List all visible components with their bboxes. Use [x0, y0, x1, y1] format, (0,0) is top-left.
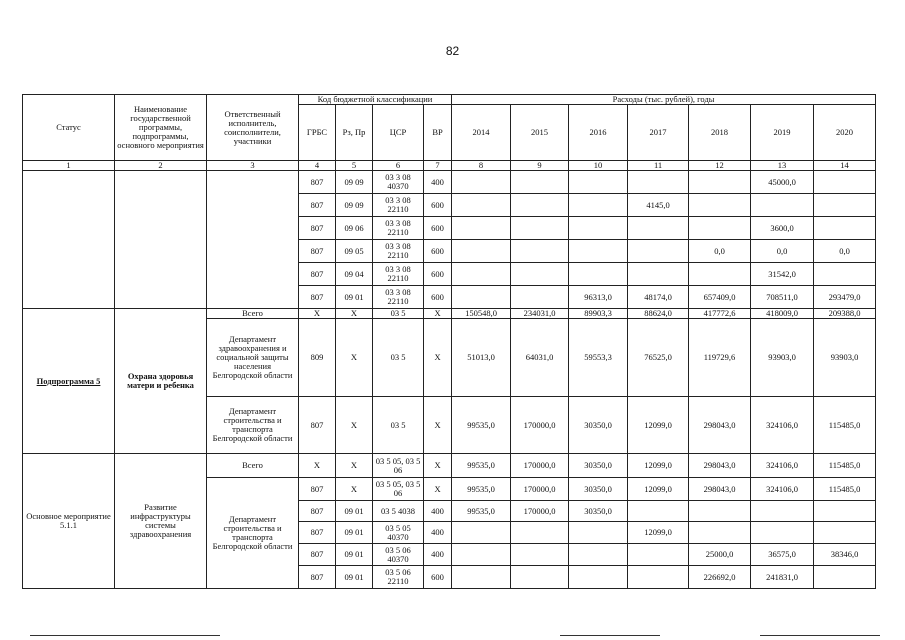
grbs-cell: 807 [299, 240, 336, 263]
header-kbk: Код бюджетной классификации [299, 95, 452, 105]
grbs-cell: 807 [299, 501, 336, 522]
amount-cell: 298043,0 [689, 454, 751, 478]
vr-cell: 600 [424, 286, 452, 309]
page-number: 82 [445, 44, 460, 58]
amount-cell [689, 217, 751, 240]
amount-cell: 12099,0 [628, 454, 689, 478]
column-index: 13 [751, 161, 814, 171]
vr-cell: 600 [424, 240, 452, 263]
subprogram-status-label: Подпрограмма 5 [36, 375, 101, 386]
header-name: Наименование государственной программы, подпрограммы, основного мероприятия [115, 95, 207, 161]
amount-cell [628, 240, 689, 263]
amount-cell [511, 217, 569, 240]
amount-cell [689, 171, 751, 194]
header-year: 2020 [814, 105, 876, 161]
header-vr: ВР [424, 105, 452, 161]
vr-cell: 600 [424, 194, 452, 217]
amount-cell [569, 194, 628, 217]
amount-cell [511, 171, 569, 194]
amount-cell: 115485,0 [814, 454, 876, 478]
amount-cell [628, 171, 689, 194]
grbs-cell: 807 [299, 194, 336, 217]
amount-cell: 99535,0 [452, 397, 511, 454]
subprogram-status [23, 309, 115, 454]
amount-cell: 30350,0 [569, 397, 628, 454]
rzpr-cell: 09 09 [336, 194, 373, 217]
amount-cell: 4145,0 [628, 194, 689, 217]
amount-cell: 38346,0 [814, 544, 876, 566]
vr-cell: X [424, 397, 452, 454]
column-index: 12 [689, 161, 751, 171]
amount-cell: 657409,0 [689, 286, 751, 309]
amount-cell [452, 544, 511, 566]
amount-cell [511, 566, 569, 589]
amount-cell [452, 171, 511, 194]
subprogram-total-row [23, 309, 876, 319]
grbs-cell: 807 [299, 263, 336, 286]
amount-cell: 115485,0 [814, 397, 876, 454]
column-index-row [23, 161, 876, 171]
grbs-cell: X [299, 309, 336, 319]
column-index: 4 [299, 161, 336, 171]
amount-cell [452, 240, 511, 263]
amount-cell: 417772,6 [689, 309, 751, 319]
amount-cell: 93903,0 [814, 319, 876, 397]
csr-cell: 03 3 08 22110 [373, 263, 424, 286]
amount-cell: 418009,0 [751, 309, 814, 319]
amount-cell: 48174,0 [628, 286, 689, 309]
amount-cell [814, 171, 876, 194]
amount-cell [814, 217, 876, 240]
amount-cell [569, 566, 628, 589]
csr-cell: 03 5 [373, 397, 424, 454]
amount-cell: 76525,0 [628, 319, 689, 397]
vr-cell: 600 [424, 263, 452, 286]
amount-cell [814, 263, 876, 286]
amount-cell [751, 501, 814, 522]
executor-cell: Департамент здравоохранения и социальной защиты населения Белгородской области [207, 319, 299, 397]
amount-cell: 99535,0 [452, 501, 511, 522]
amount-cell [814, 522, 876, 544]
header-executor: Ответственный исполнитель, соисполнители, участники [207, 95, 299, 161]
rzpr-cell: 09 04 [336, 263, 373, 286]
budget-table [22, 94, 876, 589]
amount-cell [511, 194, 569, 217]
rzpr-cell: X [336, 454, 373, 478]
amount-cell: 115485,0 [814, 478, 876, 501]
header-expenses: Расходы (тыс. рублей), годы [452, 95, 876, 105]
amount-cell: 96313,0 [569, 286, 628, 309]
amount-cell: 89903,3 [569, 309, 628, 319]
amount-cell: 324106,0 [751, 454, 814, 478]
amount-cell: 30350,0 [569, 501, 628, 522]
table-row [23, 171, 876, 194]
amount-cell [689, 263, 751, 286]
rzpr-cell: 09 01 [336, 501, 373, 522]
column-index: 1 [23, 161, 115, 171]
rzpr-cell: 09 01 [336, 522, 373, 544]
amount-cell: 150548,0 [452, 309, 511, 319]
subprogram-name: Охрана здоровья матери и ребенка [115, 309, 207, 454]
vr-cell: 400 [424, 544, 452, 566]
amount-cell [452, 194, 511, 217]
amount-cell: 293479,0 [814, 286, 876, 309]
amount-cell: 324106,0 [751, 397, 814, 454]
csr-cell: 03 5 06 22110 [373, 566, 424, 589]
header-rzpr: Рз, Пр [336, 105, 373, 161]
amount-cell [751, 194, 814, 217]
amount-cell: 324106,0 [751, 478, 814, 501]
amount-cell [511, 263, 569, 286]
rzpr-cell: 09 06 [336, 217, 373, 240]
executor-cell: Всего [207, 454, 299, 478]
rzpr-cell: X [336, 319, 373, 397]
grbs-cell: 807 [299, 217, 336, 240]
amount-cell: 241831,0 [751, 566, 814, 589]
amount-cell: 59553,3 [569, 319, 628, 397]
csr-cell: 03 5 05 40370 [373, 522, 424, 544]
amount-cell [452, 217, 511, 240]
amount-cell: 298043,0 [689, 397, 751, 454]
csr-cell: 03 5 05, 03 5 06 [373, 478, 424, 501]
amount-cell [452, 286, 511, 309]
amount-cell: 25000,0 [689, 544, 751, 566]
vr-cell: 400 [424, 522, 452, 544]
csr-cell: 03 3 08 22110 [373, 217, 424, 240]
amount-cell [569, 544, 628, 566]
amount-cell: 30350,0 [569, 454, 628, 478]
amount-cell [511, 286, 569, 309]
amount-cell [628, 217, 689, 240]
amount-cell [628, 544, 689, 566]
rzpr-cell: 09 05 [336, 240, 373, 263]
amount-cell [814, 501, 876, 522]
rzpr-cell: 09 01 [336, 286, 373, 309]
amount-cell [814, 566, 876, 589]
amount-cell: 170000,0 [511, 478, 569, 501]
amount-cell: 3600,0 [751, 217, 814, 240]
header-csr: ЦСР [373, 105, 424, 161]
amount-cell: 31542,0 [751, 263, 814, 286]
amount-cell [452, 566, 511, 589]
amount-cell [628, 263, 689, 286]
amount-cell: 170000,0 [511, 454, 569, 478]
csr-cell: 03 3 08 22110 [373, 240, 424, 263]
header-status: Статус [23, 95, 115, 161]
amount-cell: 234031,0 [511, 309, 569, 319]
rzpr-cell: X [336, 397, 373, 454]
column-index: 3 [207, 161, 299, 171]
vr-cell: 400 [424, 171, 452, 194]
amount-cell [689, 522, 751, 544]
amount-cell: 30350,0 [569, 478, 628, 501]
amount-cell [628, 501, 689, 522]
column-index: 7 [424, 161, 452, 171]
column-index: 14 [814, 161, 876, 171]
amount-cell: 0,0 [814, 240, 876, 263]
csr-cell: 03 3 08 22110 [373, 194, 424, 217]
csr-cell: 03 5 4038 [373, 501, 424, 522]
amount-cell [452, 522, 511, 544]
amount-cell: 99535,0 [452, 478, 511, 501]
vr-cell: X [424, 454, 452, 478]
rzpr-cell: 09 01 [336, 566, 373, 589]
executor-cell: Департамент строительства и транспорта Белгородской области [207, 397, 299, 454]
header-year: 2016 [569, 105, 628, 161]
measure-status: Основное мероприятие 5.1.1 [23, 454, 115, 589]
header-year: 2017 [628, 105, 689, 161]
amount-cell [751, 522, 814, 544]
csr-cell: 03 5 06 40370 [373, 544, 424, 566]
vr-cell: X [424, 309, 452, 319]
amount-cell [814, 194, 876, 217]
name-cell [115, 171, 207, 309]
amount-cell [452, 263, 511, 286]
grbs-cell: 807 [299, 397, 336, 454]
amount-cell [569, 240, 628, 263]
executor-cell: Департамент строительства и транспорта Белгородской области [207, 478, 299, 589]
rzpr-cell: 09 01 [336, 544, 373, 566]
amount-cell: 119729,6 [689, 319, 751, 397]
csr-cell: 03 5 05, 03 5 06 [373, 454, 424, 478]
amount-cell: 209388,0 [814, 309, 876, 319]
header-year: 2014 [452, 105, 511, 161]
column-index: 9 [511, 161, 569, 171]
grbs-cell: 807 [299, 522, 336, 544]
header-year: 2015 [511, 105, 569, 161]
column-index: 2 [115, 161, 207, 171]
amount-cell: 298043,0 [689, 478, 751, 501]
amount-cell [569, 263, 628, 286]
column-index: 11 [628, 161, 689, 171]
grbs-cell: 807 [299, 286, 336, 309]
rzpr-cell: X [336, 309, 373, 319]
amount-cell: 12099,0 [628, 478, 689, 501]
grbs-cell: 807 [299, 171, 336, 194]
amount-cell: 12099,0 [628, 397, 689, 454]
amount-cell: 12099,0 [628, 522, 689, 544]
amount-cell [689, 501, 751, 522]
vr-cell: 400 [424, 501, 452, 522]
measure-name: Развитие инфраструктуры системы здравоохранения [115, 454, 207, 589]
amount-cell [689, 194, 751, 217]
amount-cell [569, 217, 628, 240]
csr-cell: 03 3 08 40370 [373, 171, 424, 194]
executor-cell: Всего [207, 309, 299, 319]
amount-cell: 36575,0 [751, 544, 814, 566]
column-index: 5 [336, 161, 373, 171]
amount-cell: 708511,0 [751, 286, 814, 309]
amount-cell [569, 171, 628, 194]
amount-cell: 226692,0 [689, 566, 751, 589]
header-year: 2018 [689, 105, 751, 161]
amount-cell: 64031,0 [511, 319, 569, 397]
rzpr-cell: 09 09 [336, 171, 373, 194]
amount-cell: 99535,0 [452, 454, 511, 478]
grbs-cell: 809 [299, 319, 336, 397]
csr-cell: 03 5 [373, 309, 424, 319]
amount-cell [569, 522, 628, 544]
amount-cell [628, 566, 689, 589]
status-cell [23, 171, 115, 309]
amount-cell: 45000,0 [751, 171, 814, 194]
executor-cell [207, 171, 299, 309]
scan-edge-line [560, 635, 660, 636]
amount-cell [511, 544, 569, 566]
column-index: 8 [452, 161, 511, 171]
scan-edge-line [760, 635, 880, 636]
header-year: 2019 [751, 105, 814, 161]
vr-cell: X [424, 478, 452, 501]
csr-cell: 03 3 08 22110 [373, 286, 424, 309]
amount-cell [511, 240, 569, 263]
amount-cell [511, 522, 569, 544]
csr-cell: 03 5 [373, 319, 424, 397]
grbs-cell: 807 [299, 478, 336, 501]
column-index: 10 [569, 161, 628, 171]
scan-edge-line [30, 635, 220, 636]
vr-cell: 600 [424, 217, 452, 240]
amount-cell: 0,0 [751, 240, 814, 263]
amount-cell: 88624,0 [628, 309, 689, 319]
amount-cell: 170000,0 [511, 397, 569, 454]
amount-cell: 170000,0 [511, 501, 569, 522]
grbs-cell: 807 [299, 566, 336, 589]
column-index: 6 [373, 161, 424, 171]
grbs-cell: X [299, 454, 336, 478]
amount-cell: 0,0 [689, 240, 751, 263]
amount-cell: 93903,0 [751, 319, 814, 397]
vr-cell: X [424, 319, 452, 397]
rzpr-cell: X [336, 478, 373, 501]
measure-total-row [23, 454, 876, 478]
amount-cell: 51013,0 [452, 319, 511, 397]
header-grbs: ГРБС [299, 105, 336, 161]
vr-cell: 600 [424, 566, 452, 589]
grbs-cell: 807 [299, 544, 336, 566]
